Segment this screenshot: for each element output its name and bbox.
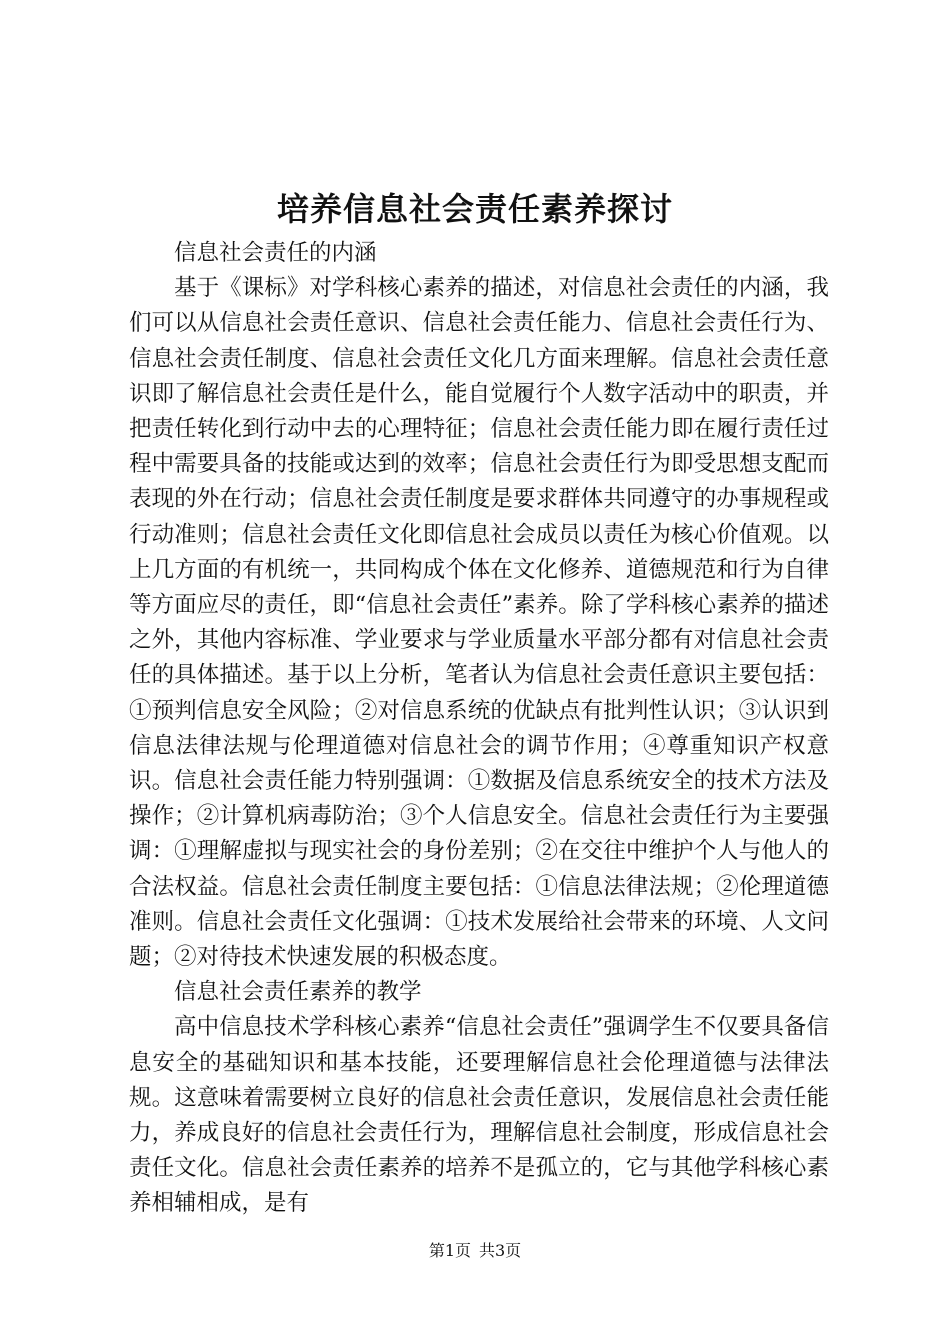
section-heading-teaching: 信息社会责任素养的教学 — [174, 979, 422, 1006]
page-number: 第1页 — [428, 1241, 471, 1260]
body-paragraph: 高中信息技术学科核心素养“信息社会责任”强调学生不仅要具备信息安全的基础知识和基本技能，还要理解信息社会伦理道德与法律法规。这意味着需要树立良好的信息社会责任意识，发展信息社会责任能力，养成良好的信息社会责任行为，理解信息社会制度，形成信息社会责任文化。信息社会责任素养的培养不是孤立的，它与其他学科核心素养相辅相成，是有 — [129, 1014, 829, 1217]
document-title: 培养信息社会责任素养探讨 — [276, 190, 673, 228]
body-paragraph: 基于《课标》对学科核心素养的描述，对信息社会责任的内涵，我们可以从信息社会责任意识、信息社会责任能力、信息社会责任行为、信息社会责任制度、信息社会责任文化几方面来理解。信息社会责任意识即了解信息社会责任是什么，能自觉履行个人数字活动中的职责，并把责任转化到行动中去的心理特征；信息社会责任能力即在履行责任过程中需要具备的技能或达到的效率；信息社会责任行为即受思想支配而表现的外在行动；信息社会责任制度是要求群体共同遵守的办事规程或行动准则；信息社会责任文化即信息社会成员以责任为核心价值观。以上几方面的有机统一，共同构成个体在文化修养、道德规范和行为自律等方面应尽的责任，即“信息社会责任”素养。除了学科核心素养的描述之外，其他内容标准、学业要求与学业质量水平部分都有对信息社会责任的具体描述。基于以上分析，笔者认为信息社会责任意识主要包括：①预判信息安全风险；②对信息系统的优缺点有批判性认识；③认识到信息法律法规与伦理道德对信息社会的调节作用；④尊重知识产权意识。信息社会责任能力特别强调：①数据及信息系统安全的技术方法及操作；②计算机病毒防治；③个人信息安全。信息社会责任行为主要强调：①理解虚拟与现实社会的身份差别；②在交往中维护个人与他人的合法权益。信息社会责任制度主要包括：①信息法律法规；②伦理道德准则。信息社会责任文化强调：①技术发展给社会带来的环境、人文问题；②对待技术快速发展的积极态度。 — [129, 275, 829, 971]
section-heading-connotation: 信息社会责任的内涵 — [174, 240, 377, 266]
document-body — [129, 236, 829, 1222]
page-footer — [0, 1240, 950, 1262]
page-total: 共3页 — [479, 1241, 522, 1260]
